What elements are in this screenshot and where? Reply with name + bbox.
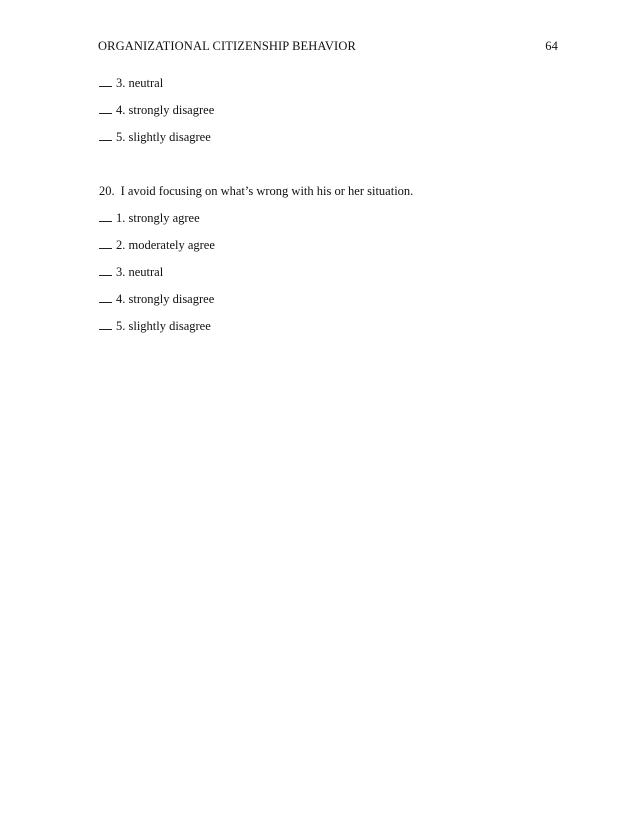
answer-blank xyxy=(99,75,112,87)
response-option xyxy=(99,263,163,281)
page-number: 64 xyxy=(545,39,558,53)
answer-blank xyxy=(99,237,112,249)
option-label: 2. moderately agree xyxy=(116,238,215,252)
answer-blank xyxy=(99,318,112,330)
response-option xyxy=(99,236,215,254)
answer-blank xyxy=(99,129,112,141)
option-label: 3. neutral xyxy=(116,76,164,90)
option-label: 4. strongly disagree xyxy=(116,292,215,306)
response-option xyxy=(99,101,214,119)
answer-blank xyxy=(99,264,112,276)
option-label: 5. slightly disagree xyxy=(116,130,211,144)
question-number: 20. xyxy=(99,184,115,198)
running-head-title: ORGANIZATIONAL CITIZENSHIP BEHAVIOR xyxy=(98,39,356,53)
response-option xyxy=(99,317,211,335)
answer-blank xyxy=(99,102,112,114)
running-head xyxy=(98,37,558,55)
option-label: 4. strongly disagree xyxy=(116,103,215,117)
response-option xyxy=(99,128,211,146)
response-option xyxy=(99,290,214,308)
option-label: 3. neutral xyxy=(116,265,164,279)
answer-blank xyxy=(99,210,112,222)
response-option xyxy=(99,74,163,92)
answer-blank xyxy=(99,291,112,303)
option-label: 1. strongly agree xyxy=(116,211,200,225)
question-item xyxy=(99,182,413,200)
question-text: I avoid focusing on what’s wrong with his or her situation. xyxy=(120,184,414,198)
response-option xyxy=(99,209,200,227)
option-label: 5. slightly disagree xyxy=(116,319,211,333)
